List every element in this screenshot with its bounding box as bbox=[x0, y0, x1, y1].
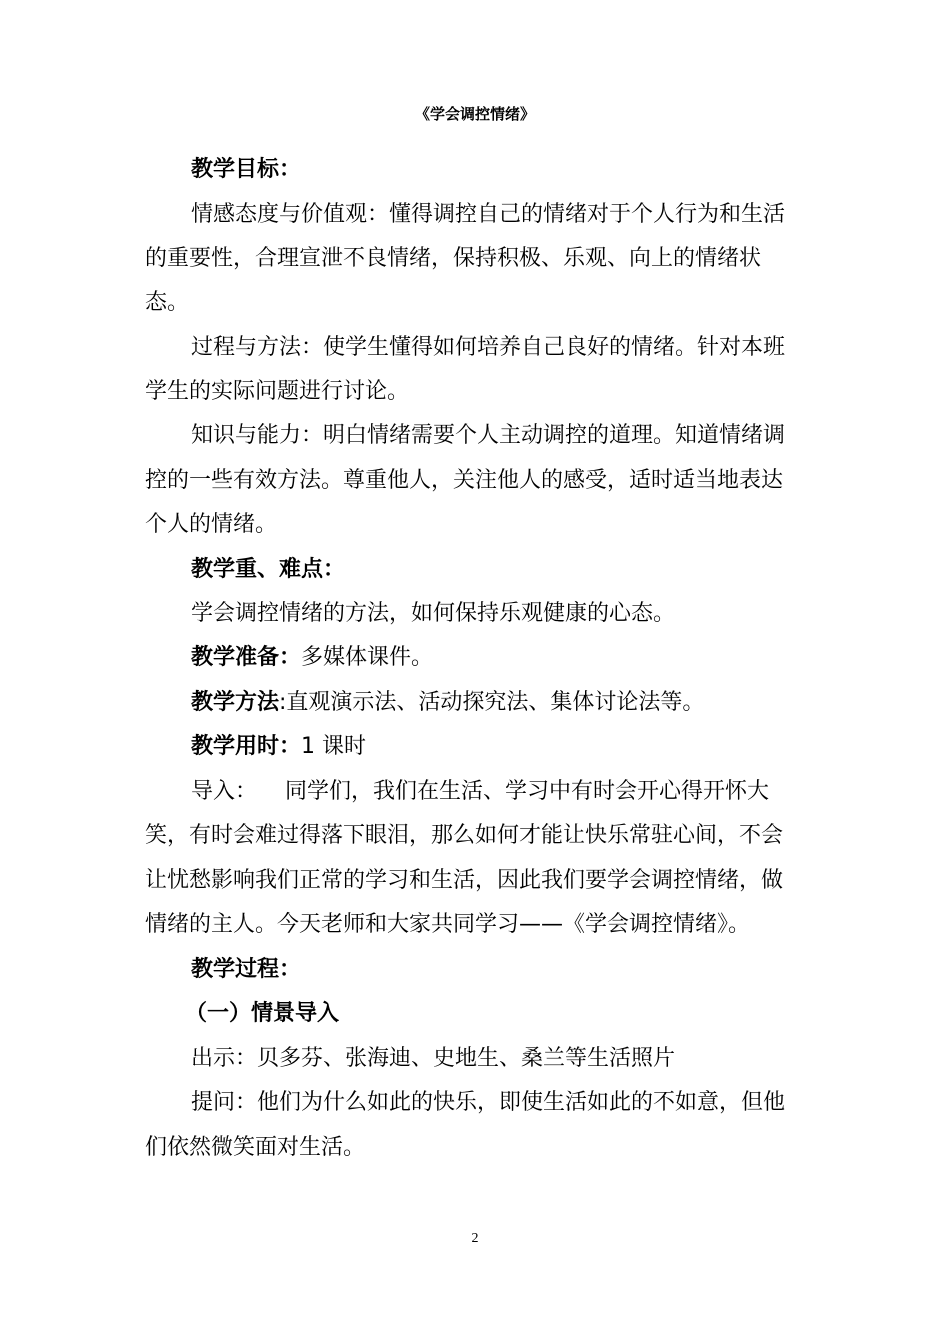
method-line bbox=[191, 688, 704, 718]
paragraph-line: 出示：贝多芬、张海迪、史地生、桑兰等生活照片 bbox=[191, 1046, 676, 1071]
paragraph-line: 个人的情绪。 bbox=[145, 512, 278, 537]
page-number: 2 bbox=[471, 1231, 479, 1246]
paragraph-line: 学会调控情绪的方法，如何保持乐观健康的心态。 bbox=[191, 601, 676, 626]
paragraph-line: 的重要性，合理宣泄不良情绪，保持积极、乐观、向上的情绪状 bbox=[145, 246, 762, 271]
preparation-text: 多媒体课件。 bbox=[301, 645, 434, 670]
heading-section-1: （一）情景导入 bbox=[185, 1001, 340, 1026]
paragraph-line: 态。 bbox=[145, 290, 190, 315]
paragraph-line: 提问：他们为什么如此的快乐，即使生活如此的不如意，但他 bbox=[191, 1090, 786, 1115]
paragraph-line: 过程与方法：使学生懂得如何培养自己良好的情绪。针对本班 bbox=[191, 335, 786, 360]
method-label: 教学方法 bbox=[191, 690, 280, 715]
heading-process: 教学过程： bbox=[191, 957, 302, 982]
paragraph-line: 们依然微笑面对生活。 bbox=[145, 1135, 366, 1160]
heading-objectives: 教学目标： bbox=[191, 157, 302, 182]
paragraph-line: 笑，有时会难过得落下眼泪，那么如何才能让快乐常驻心间，不会 bbox=[145, 823, 784, 848]
paragraph-line: 导入： 同学们，我们在生活、学习中有时会开心得开怀大 bbox=[191, 779, 769, 804]
document-title: 《学会调控情绪》 bbox=[414, 105, 535, 123]
duration-label: 教学用时： bbox=[191, 734, 302, 759]
paragraph-line: 知识与能力：明白情绪需要个人主动调控的道理。知道情绪调 bbox=[191, 423, 786, 448]
preparation-label: 教学准备： bbox=[191, 645, 302, 670]
paragraph-line: 情感态度与价值观：懂得调控自己的情绪对于个人行为和生活 bbox=[191, 202, 786, 227]
duration-text: 1 课时 bbox=[301, 734, 367, 759]
paragraph-line: 情绪的主人。今天老师和大家共同学习——《学会调控情绪》。 bbox=[145, 912, 751, 937]
paragraph-line: 学生的实际问题进行讨论。 bbox=[145, 379, 410, 404]
preparation-line bbox=[191, 643, 433, 673]
heading-key-points: 教学重、难点： bbox=[191, 557, 346, 582]
paragraph-line: 控的一些有效方法。尊重他人，关注他人的感受，适时适当地表达 bbox=[145, 468, 784, 493]
paragraph-line: 让忧愁影响我们正常的学习和生活，因此我们要学会调控情绪，做 bbox=[145, 868, 784, 893]
method-text: :直观演示法、活动探究法、集体讨论法等。 bbox=[279, 690, 705, 715]
duration-line bbox=[191, 732, 366, 762]
